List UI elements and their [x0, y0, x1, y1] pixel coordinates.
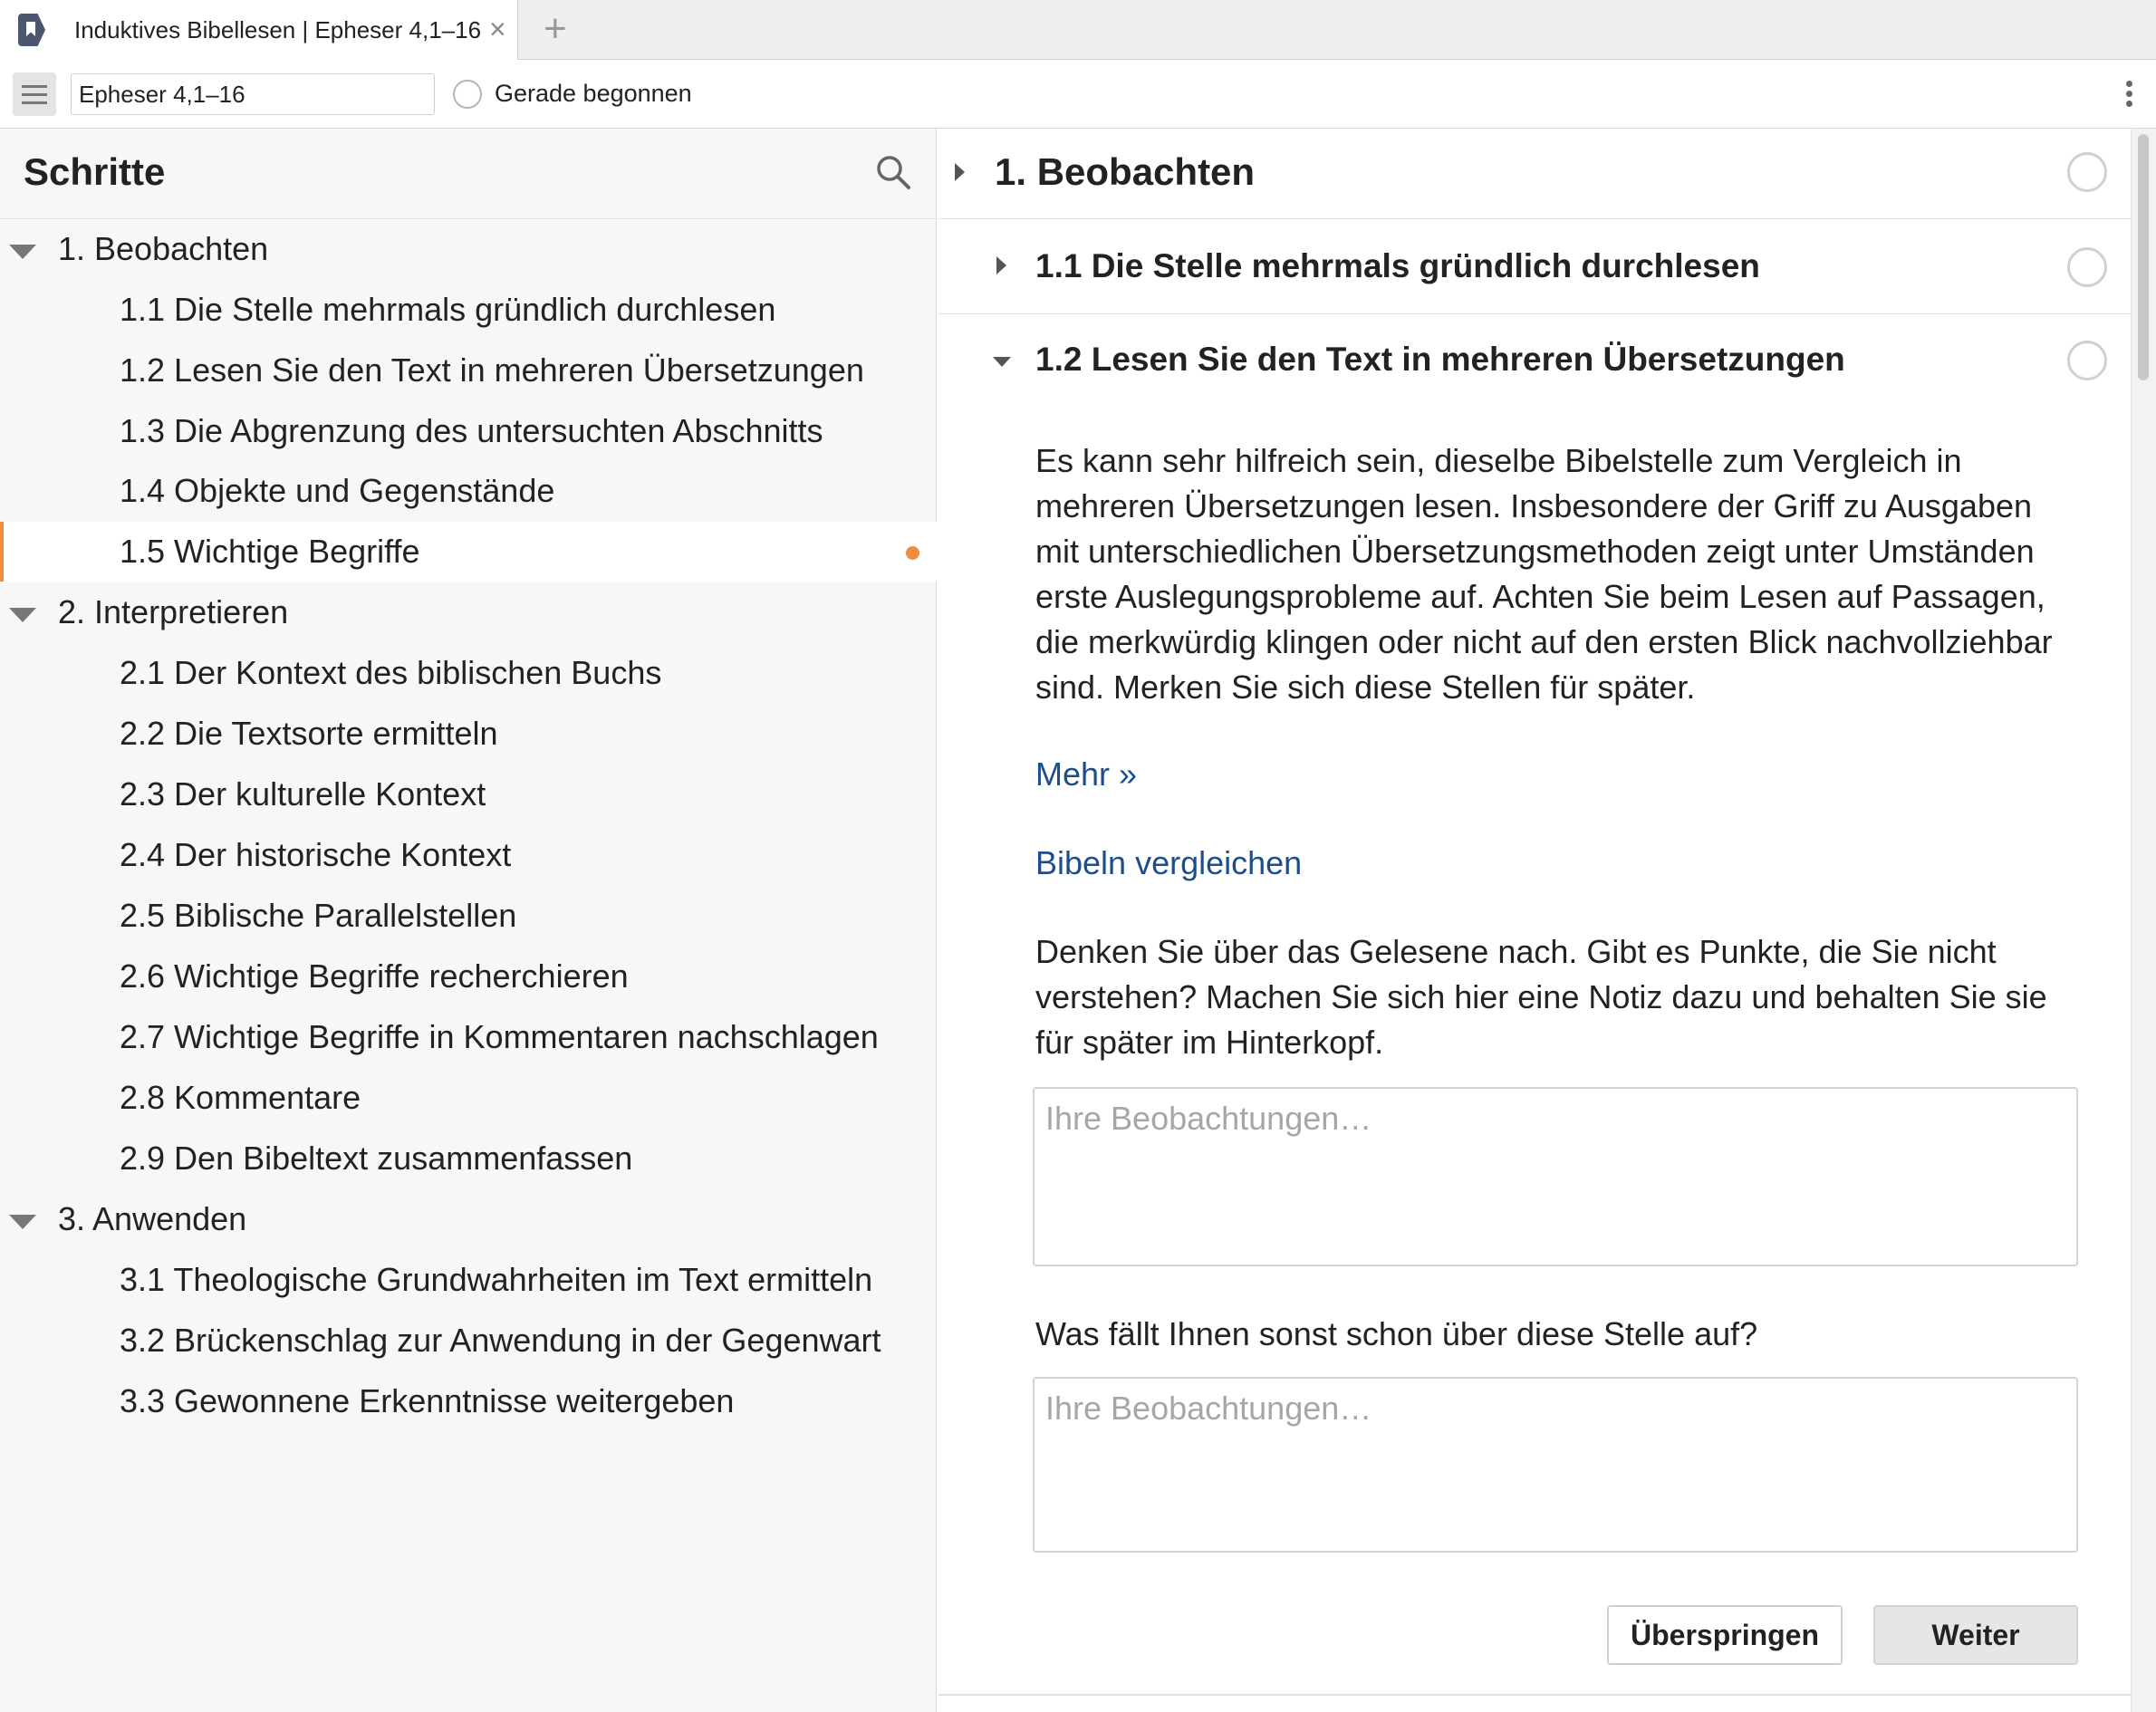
toolbar	[0, 60, 2156, 129]
collapse-triangle-icon[interactable]	[9, 608, 36, 622]
sidebar-item[interactable]: 2.9 Den Bibeltext zusammenfassen	[120, 1140, 633, 1177]
divider	[938, 1694, 2131, 1696]
sidebar-item[interactable]: 1.3 Die Abgrenzung des untersuchten Abschnitts	[120, 412, 823, 449]
more-options-icon[interactable]	[2120, 78, 2138, 114]
step-description: Es kann sehr hilfreich sein, dieselbe Bibelstelle zum Vergleich in mehreren Übersetzungen lesen. Insbesondere der Griff zu Ausgaben mit unterschiedlichen Übersetzungsmethoden zeigt unter Umständen erste Auslegungsprobleme auf. Achten Sie beim Lesen auf Passagen, die merkwürdig klingen oder nicht auf den ersten Blick nachvollziehbar sind. Merken Sie sich diese Stellen für später.	[1035, 442, 2053, 706]
search-icon[interactable]	[875, 154, 911, 190]
collapse-caret-icon[interactable]	[993, 357, 1011, 367]
sidebar-item[interactable]: 3.3 Gewonnene Erkenntnisse weitergeben	[120, 1382, 735, 1419]
sidebar-item-active[interactable]: 1.5 Wichtige Begriffe	[0, 522, 937, 582]
tab-title: Induktives Bibellesen | Epheser 4,1–16	[74, 15, 482, 43]
step-complete-circle[interactable]	[2067, 152, 2107, 192]
sidebar-item[interactable]: 2.3 Der kulturelle Kontext	[120, 775, 486, 813]
steps-sidebar	[0, 129, 937, 1712]
sidebar-item[interactable]: 2.7 Wichtige Begriffe in Kommentaren nachschlagen	[120, 1018, 879, 1055]
status-label: Gerade begonnen	[495, 80, 692, 107]
expand-caret-icon[interactable]	[996, 256, 1006, 274]
sidebar-title: Schritte	[24, 150, 166, 193]
menu-button[interactable]	[13, 72, 56, 116]
sidebar-item[interactable]: 3.2 Brückenschlag zur Anwendung in der Gegenwart	[120, 1322, 881, 1359]
observations-input-1[interactable]	[1033, 1087, 2078, 1266]
collapse-triangle-icon[interactable]	[9, 245, 36, 259]
step-complete-circle[interactable]	[2067, 247, 2107, 287]
step-header-beobachten[interactable]: 1. Beobachten	[938, 129, 2131, 219]
compare-bibles-link[interactable]: Bibeln vergleichen	[1035, 844, 1303, 881]
close-tab-icon[interactable]: ×	[489, 13, 506, 45]
sidebar-section-interpretieren[interactable]: 2. Interpretieren	[0, 582, 937, 642]
document-tab[interactable]	[0, 0, 518, 60]
sidebar-header	[0, 129, 937, 219]
sidebar-item[interactable]: 1.2 Lesen Sie den Text in mehreren Übersetzungen	[120, 351, 864, 389]
sidebar-section-anwenden[interactable]: 3. Anwenden	[0, 1189, 937, 1249]
sidebar-item[interactable]: 2.4 Der historische Kontext	[120, 836, 512, 873]
step-header-1-1[interactable]: 1.1 Die Stelle mehrmals gründlich durchlesen	[938, 220, 2131, 314]
observations-input-2[interactable]	[1033, 1377, 2078, 1553]
sidebar-section-beobachten[interactable]: 1. Beobachten	[0, 219, 937, 279]
new-tab-icon[interactable]: +	[544, 6, 567, 51]
sidebar-item[interactable]: 2.6 Wichtige Begriffe recherchieren	[120, 957, 629, 995]
sidebar-item[interactable]: 2.2 Die Textsorte ermitteln	[120, 715, 498, 752]
sidebar-item[interactable]: 1.1 Die Stelle mehrmals gründlich durchlesen	[120, 291, 776, 328]
skip-button[interactable]: Überspringen	[1607, 1605, 1843, 1665]
step-1-2-expanded: 1.2 Lesen Sie den Text in mehreren Übersetzungen	[938, 315, 2131, 1696]
tab-bar	[0, 0, 2156, 60]
follow-up-question: Was fällt Ihnen sonst schon über diese Stelle auf?	[1035, 1315, 1758, 1352]
sidebar-item[interactable]: 1.4 Objekte und Gegenstände	[120, 472, 555, 509]
status-circle-icon[interactable]	[453, 80, 482, 109]
next-button[interactable]: Weiter	[1873, 1605, 2078, 1665]
sidebar-item[interactable]: 3.1 Theologische Grundwahrheiten im Text ermitteln	[120, 1261, 873, 1298]
expand-caret-icon[interactable]	[955, 163, 965, 181]
scrollbar[interactable]	[2131, 129, 2156, 1712]
sidebar-item[interactable]: 2.8 Kommentare	[120, 1079, 361, 1116]
reference-input[interactable]	[71, 73, 435, 115]
collapse-triangle-icon[interactable]	[9, 1215, 36, 1229]
bookmark-icon	[18, 14, 45, 46]
sidebar-item[interactable]: 2.5 Biblische Parallelstellen	[120, 897, 517, 934]
hamburger-icon	[22, 85, 47, 88]
current-step-dot	[906, 546, 919, 560]
step-complete-circle[interactable]	[2067, 341, 2107, 380]
sidebar-item[interactable]: 2.1 Der Kontext des biblischen Buchs	[120, 654, 662, 691]
scrollbar-thumb[interactable]	[2138, 134, 2149, 380]
reflection-prompt: Denken Sie über das Gelesene nach. Gibt es Punkte, die Sie nicht verstehen? Machen Sie sich hier eine Notiz dazu und behalten Sie sie für später im Hinterkopf.	[1035, 933, 2047, 1061]
more-link[interactable]: Mehr »	[1035, 755, 1138, 793]
